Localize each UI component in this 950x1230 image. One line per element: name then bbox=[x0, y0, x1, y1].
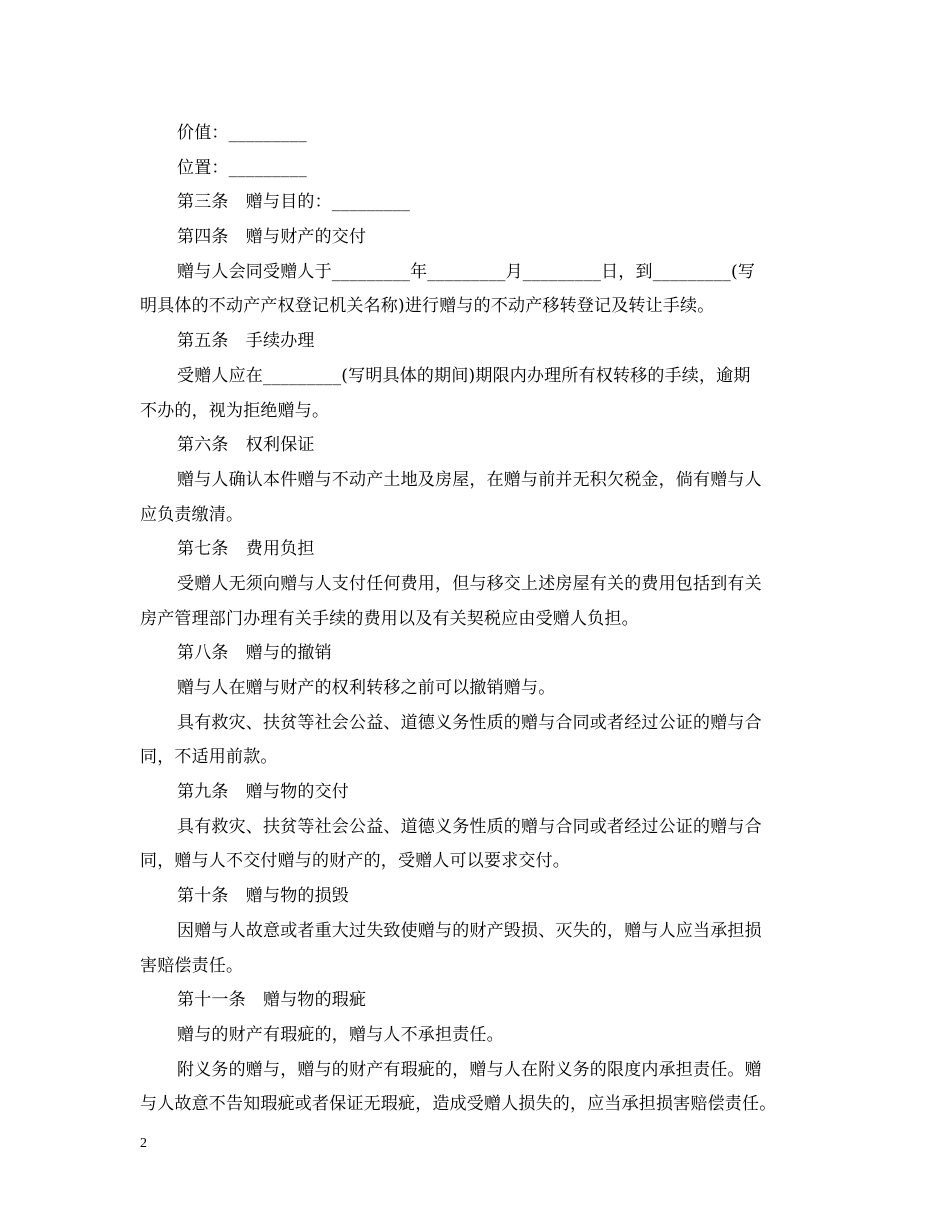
article-8-text-line-3: 同，不适用前款。 bbox=[140, 747, 278, 768]
article-10-text-line-2: 害赔偿责任。 bbox=[140, 955, 244, 976]
article-7-text-line-1: 受赠人无须向赠与人支付任何费用，但与移交上述房屋有关的费用包括到有关 bbox=[177, 573, 762, 594]
page-number: 2 bbox=[140, 1136, 147, 1151]
document-body bbox=[140, 116, 830, 1122]
article-6-heading: 第六条 权利保证 bbox=[177, 435, 315, 456]
article-5-heading: 第五条 手续办理 bbox=[177, 331, 315, 352]
article-4-text-line-1: 赠与人会同受赠人于_________年_________月_________日，到_________(写 bbox=[177, 261, 756, 282]
article-9-heading: 第九条 赠与物的交付 bbox=[177, 782, 349, 803]
article-6-text-line-2: 应负责缴清。 bbox=[140, 504, 244, 525]
article-3-heading: 第三条 赠与目的：_________ bbox=[177, 192, 411, 213]
article-11-text-line-3: 与人故意不告知瑕疵或者保证无瑕疵，造成受赠人损失的，应当承担损害赔偿责任。 bbox=[140, 1094, 777, 1115]
article-11-text-line-1: 赠与的财产有瑕疵的，赠与人不承担责任。 bbox=[177, 1024, 504, 1045]
value-line: 价值：_________ bbox=[177, 123, 307, 143]
article-9-text-line-2: 同，赠与人不交付赠与的财产的，受赠人可以要求交付。 bbox=[140, 851, 570, 872]
article-6-text-line-1: 赠与人确认本件赠与不动产土地及房屋，在赠与前并无积欠税金，倘有赠与人 bbox=[177, 469, 762, 490]
location-line: 位置：_________ bbox=[177, 157, 307, 178]
article-8-heading: 第八条 赠与的撤销 bbox=[177, 643, 332, 664]
article-10-heading: 第十条 赠与物的损毁 bbox=[177, 886, 349, 907]
article-10-text-line-1: 因赠与人故意或者重大过失致使赠与的财产毁损、灭失的，赠与人应当承担损 bbox=[177, 920, 762, 941]
article-9-text-line-1: 具有救灾、扶贫等社会公益、道德义务性质的赠与合同或者经过公证的赠与合 bbox=[177, 816, 762, 837]
article-4-heading: 第四条 赠与财产的交付 bbox=[177, 227, 367, 248]
article-11-text-line-2: 附义务的赠与，赠与的财产有瑕疵的，赠与人在附义务的限度内承担责任。赠 bbox=[177, 1059, 762, 1080]
article-7-heading: 第七条 费用负担 bbox=[177, 539, 315, 560]
article-5-text-line-2: 不办的，视为拒绝赠与。 bbox=[140, 400, 330, 421]
article-11-heading: 第十一条 赠与物的瑕疵 bbox=[177, 990, 367, 1011]
article-8-text-line-1: 赠与人在赠与财产的权利转移之前可以撤销赠与。 bbox=[177, 678, 556, 698]
article-8-text-line-2: 具有救灾、扶贫等社会公益、道德义务性质的赠与合同或者经过公证的赠与合 bbox=[177, 712, 762, 733]
article-4-text-line-2: 明具体的不动产产权登记机关名称)进行赠与的不动产移转登记及转让手续。 bbox=[140, 296, 715, 317]
article-7-text-line-2: 房产管理部门办理有关手续的费用以及有关契税应由受赠人负担。 bbox=[140, 608, 639, 629]
article-5-text-line-1: 受赠人应在_________(写明具体的期间)期限内办理所有权转移的手续，逾期 bbox=[177, 365, 751, 386]
